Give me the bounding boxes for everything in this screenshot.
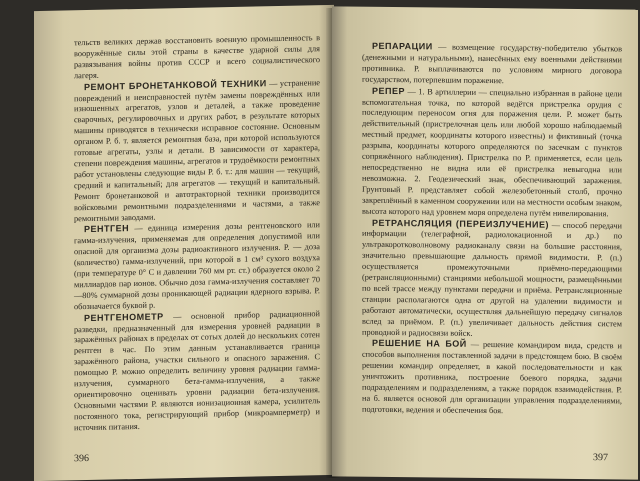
left-page	[34, 5, 334, 481]
entry-remont	[74, 77, 320, 225]
entry-text: — способ передачи информации (телеграфной, радиолокационной и др.) по ультракоротковолновому радиоканалу связи на большие расстояния, значительно превышающие дальность прямой видимости. Р. (п.) осуществляется промежуточными приёмно-передающими (ретрансляционными) станциями небольшой мощности, размещёнными по всей трассе между пунктами передачи и приёма. Ретрансляционные станции располагаются одна от другой на удалении видимости и работают автоматически, осуществляя дальнейшую передачу сигналов вслед за приёмом. Р. (п.) увеличивает дальность действия систем проводной и радиосвязи войск.	[362, 220, 622, 338]
entry-text: — единица измерения дозы рентгеновского или гамма-излучения, применяемая для определения допустимой или опасной для организма дозы радиоактивного излучения. Р. — доза (количество) гамма-излучений, при которой в 1 см³ сухого воздуха (при температуре 0° С и давлении 760 мм рт. ст.) образуется около 2 миллиардов пар ионов. Обычно доза гамма-излучения составляет 70—80% суммарной дозы проникающей радиации ядерного взрыва. Р. обозначается буквой р.	[74, 220, 320, 312]
right-page-text	[362, 41, 622, 419]
left-page-text	[74, 33, 320, 434]
entry-text: — решение командиром вида, средств и способов выполнения поставленной задачи в предстоящем бою. В своём решении командир определяет, в какой последовательности и как уничтожить противника, построение боевого порядка, задачи подразделениям и подразделениям, а также порядок взаимодействия. Р. на б. является основой для организации управления подразделениями, подготовки, ведения и обеспечения боя.	[362, 340, 622, 416]
entry-term: РЕТРАНСЛЯЦИЯ (ПЕРЕИЗЛУЧЕНИЕ)	[372, 217, 549, 230]
entry-term: РЕНТГЕНОМЕТР	[84, 311, 164, 323]
entry-rentgen	[74, 220, 320, 313]
entry-term: РЕМОНТ БРОНЕТАНКОВОЙ ТЕХНИКИ	[84, 77, 267, 92]
entry-reparatsii	[362, 41, 622, 88]
open-book	[14, 8, 640, 478]
entry-text: — устранение повреждений и неисправностей путём замены повреждённых или изношенных агрегатов, узлов и деталей, а также проведение сварочных, регулировочных и других работ, в результате которых машины приводятся в технически исправное состояние. Основным органом Р. б. т. является ремонтная база, при которой используются готовые агрегаты, узлы и детали. В зависимости от характера, степени повреждения машины, агрегатов и трудоёмкости ремонтных работ установлены следующие виды Р. б. т.: для машин — текущий, средний и капитальный; для агрегатов — текущий и капитальный. Ремонт бронетанковой и автотракторной техники производится войсковыми ремонтными подразделениями и частями, а также ремонтными заводами.	[74, 77, 320, 223]
entry-text: — 1. В артиллерии — специально избранная в районе цели вспомогательная точка, по которой ведётся пристрелка орудия с последующим переносом огня для поражения цели. Р. может быть действительный (пристрелочная цель или любой хорошо наблюдаемый местный предмет, координаты которого известны) и фиктивный (точка разрыва, координаты которого определяются по засечкам с пунктов сопряжённого наблюдения). Пристрелка по Р. применяется, если цель непосредственно не видна или её пристрелка невыгодна или невозможна. 2. Геодезический знак, обеспечивающий заражения. Грунтовый Р. представляет собой железобетонный столб, прочно закреплённый в каменном сооружении или на местности особым знаком, высота которого над уровнем моря определена путём нивелирования.	[362, 86, 622, 218]
right-page	[332, 6, 638, 479]
entry-text: — возмещение государству-победителю убытков (денежными и натуральными), нанесённых ему военными действиями противника. Р. выплачиваются по условиям мирного договора государством, потерпевшим поражение.	[362, 42, 622, 85]
page-number-right: 397	[593, 452, 608, 464]
entry-term: РЕПЕР	[372, 85, 405, 96]
page-number-left: 396	[74, 452, 89, 465]
entry-retranslyatsiya	[362, 217, 622, 341]
entry-rentgenometr	[74, 308, 320, 434]
entry-reper	[362, 85, 622, 220]
entry-text: — основной прибор радиационной разведки, предназначенный для измерения уровней радиации в заражённых районах в пределах от сотых долей до нескольких сотен рентген в час. По этим данным устанавливается граница заражённого района, участки сильного и опасного заражения. С помощью Р. можно определить величину уровня радиации гамма-излучения, суммарного бета-гамма-излучения, а также ориентировочно оценивать уровни радиации бета-излучения. Основными частями Р. являются ионизационная камера, усилитель постоянного тока, регистрирующий прибор (микроамперметр) и источник питания.	[74, 308, 320, 433]
entry-reshenie	[362, 338, 622, 418]
entry-term: РЕШЕНИЕ НА БОЙ	[372, 338, 467, 350]
entry-term: РЕПАРАЦИИ	[372, 40, 433, 52]
left-intro-paragraph: тельств великих держав восстановить военную промышленность в вооружённые силы этой страны в качестве ударной силы для развязывания войны против СССР и всего социалистического лагеря.	[74, 33, 320, 81]
entry-term: РЕНТГЕН	[84, 223, 130, 235]
